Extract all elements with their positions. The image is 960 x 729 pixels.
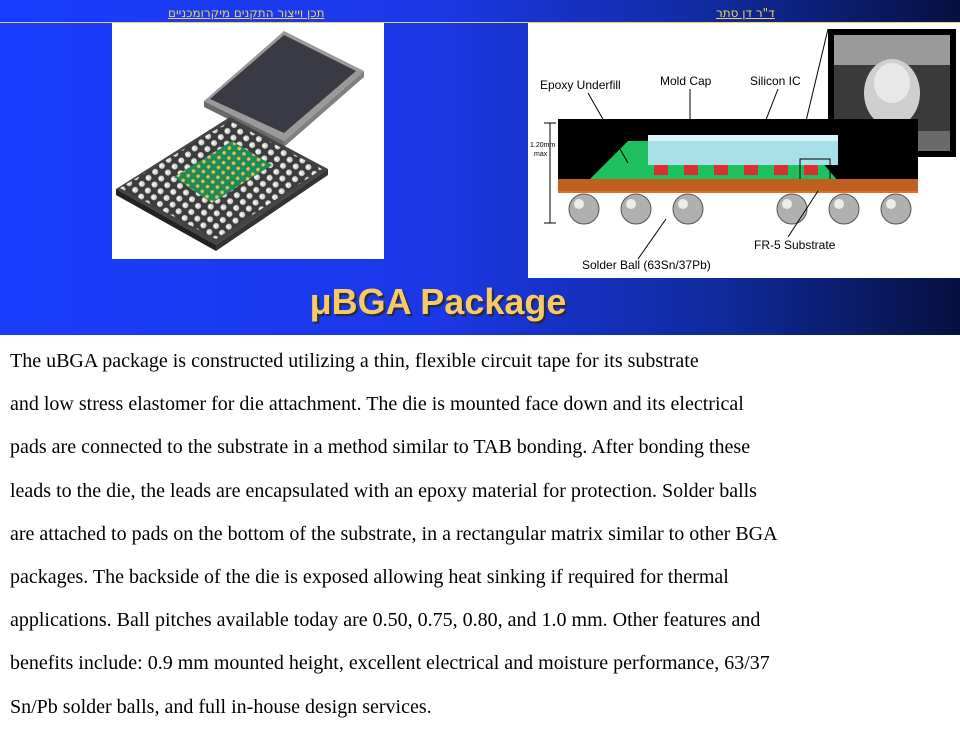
height-label-max: max [534, 151, 548, 158]
label-mold-cap: Mold Cap [660, 74, 712, 88]
height-label: 1.20mm [530, 142, 556, 149]
label-fr5-substrate: FR-5 Substrate [754, 238, 836, 252]
body-line: applications. Ball pitches available today are 0.50, 0.75, 0.80, and 1.0 mm. Other features and [10, 609, 761, 632]
body-line: leads to the die, the leads are encapsulated with an epoxy material for protection. Solder balls [10, 479, 757, 502]
body-line: packages. The backside of the die is exposed allowing heat sinking if required for thermal [10, 566, 729, 589]
label-epoxy-underfill: Epoxy Underfill [540, 78, 621, 92]
body-line: The uBGA package is constructed utilizing a thin, flexible circuit tape for its substrate [10, 350, 699, 372]
body-line: Sn/Pb solder balls, and full in-house design services. [10, 695, 432, 718]
body-paragraph [10, 340, 955, 729]
label-solder-ball: Solder Ball (63Sn/37Pb) [582, 258, 711, 272]
bga-chip-photo [112, 23, 384, 259]
body-line: benefits include: 0.9 mm mounted height, excellent electrical and moisture performance, 63/37 [10, 652, 770, 675]
label-silicon-ic: Silicon IC [750, 74, 801, 88]
page-title [0, 281, 960, 323]
body-line: are attached to pads on the bottom of the substrate, in a rectangular matrix similar to other BGA [10, 522, 778, 545]
package-cross-section-diagram [528, 23, 960, 278]
header-author: ד"ר דן סתר [716, 6, 775, 20]
page-title-text: μBGA Package [309, 281, 567, 322]
body-line: and low stress elastomer for die attachment. The die is mounted face down and its electrical [10, 393, 744, 416]
header-course-title: תכן וייצור התקנים מיקרומכניים [168, 6, 325, 20]
body-line: pads are connected to the substrate in a method similar to TAB bonding. After bonding these [10, 436, 751, 459]
